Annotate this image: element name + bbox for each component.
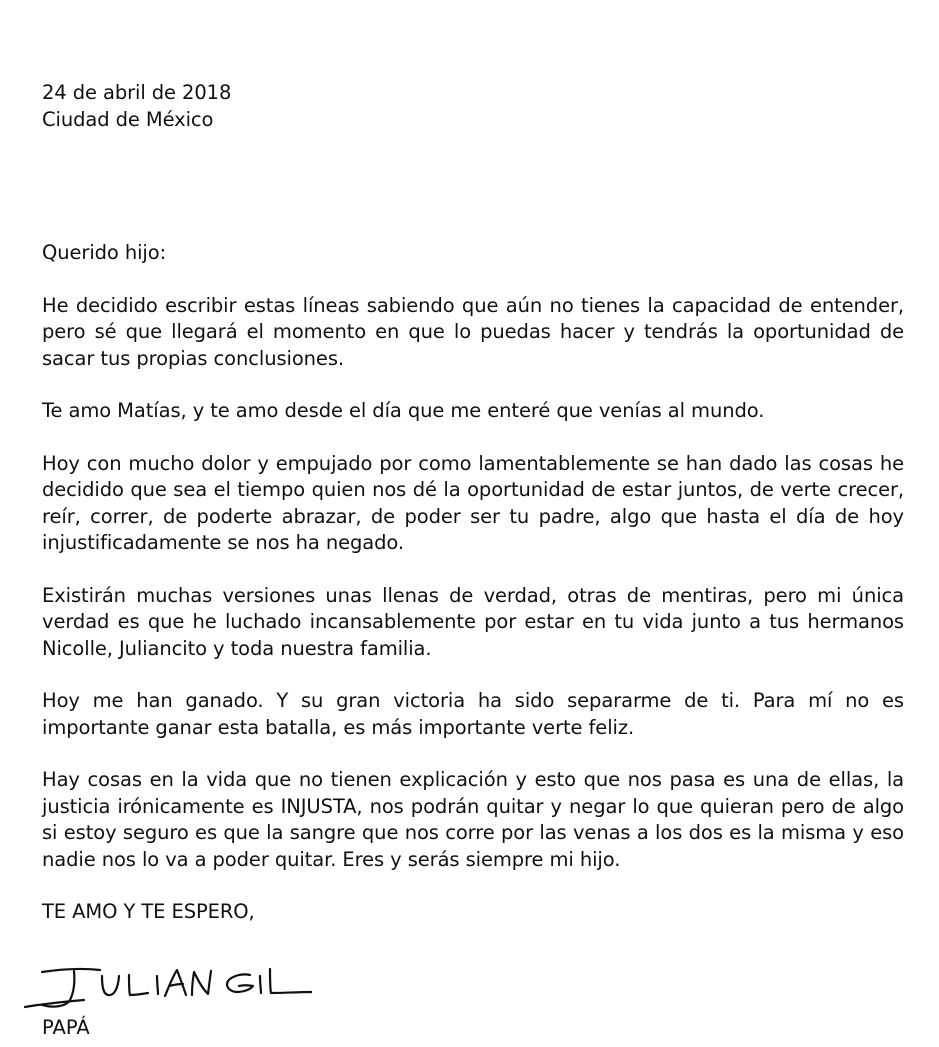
letter-paragraph: Te amo Matías, y te amo desde el día que me enteré que venías al mundo. [42,399,765,422]
letter-paragraph: Hay cosas en la vida que no tienen explicación y esto que nos pasa es una de ellas, la justicia irónicamente es INJUSTA, nos podrán quitar y negar lo que quieran pero de algo si estoy seguro es que la sangre que nos corre por las venas a los dos es la misma y eso nadie nos lo va a poder quitar. Eres y serás siempre mi hijo. [42,768,904,871]
letter-closing: TE AMO Y TE ESPERO, [42,900,255,923]
handwritten-signature [22,962,312,1014]
letter-salutation: Querido hijo: [42,241,167,264]
signature-drawing [22,962,312,1014]
letter-place: Ciudad de México [42,107,214,131]
letter-paragraph: Hoy me han ganado. Y su gran victoria ha sido separarme de ti. Para mí no es importante ganar esta batalla, es más importante verte feliz. [42,689,904,739]
letter-signoff: PAPÁ [42,1016,90,1039]
letter-paragraph: Hoy con mucho dolor y empujado por como lamentablemente se han dado las cosas he decidido que sea el tiempo quien nos dé la oportunidad de estar juntos, de verte crecer, reír, correr, de poderte abrazar, de poder ser tu padre, algo que hasta el día de hoy injustificadamente se nos ha negado. [42,451,904,554]
letter-paragraph: He decidido escribir estas líneas sabiendo que aún no tienes la capacidad de entender, pero sé que llegará el momento en que lo puedas hacer y tendrás la oportunidad de sacar tus propias conclusiones. [42,293,904,370]
letter-body [42,80,904,926]
letter-paragraph: Existirán muchas versiones unas llenas de verdad, otras de mentiras, pero mi única verdad es que he luchado incansablemente por estar en tu vida junto a tus hermanos Nicolle, Juliancito y toda nuestra familia. [42,583,904,660]
letter-header [42,80,904,133]
letter-date: 24 de abril de 2018 [42,81,232,104]
